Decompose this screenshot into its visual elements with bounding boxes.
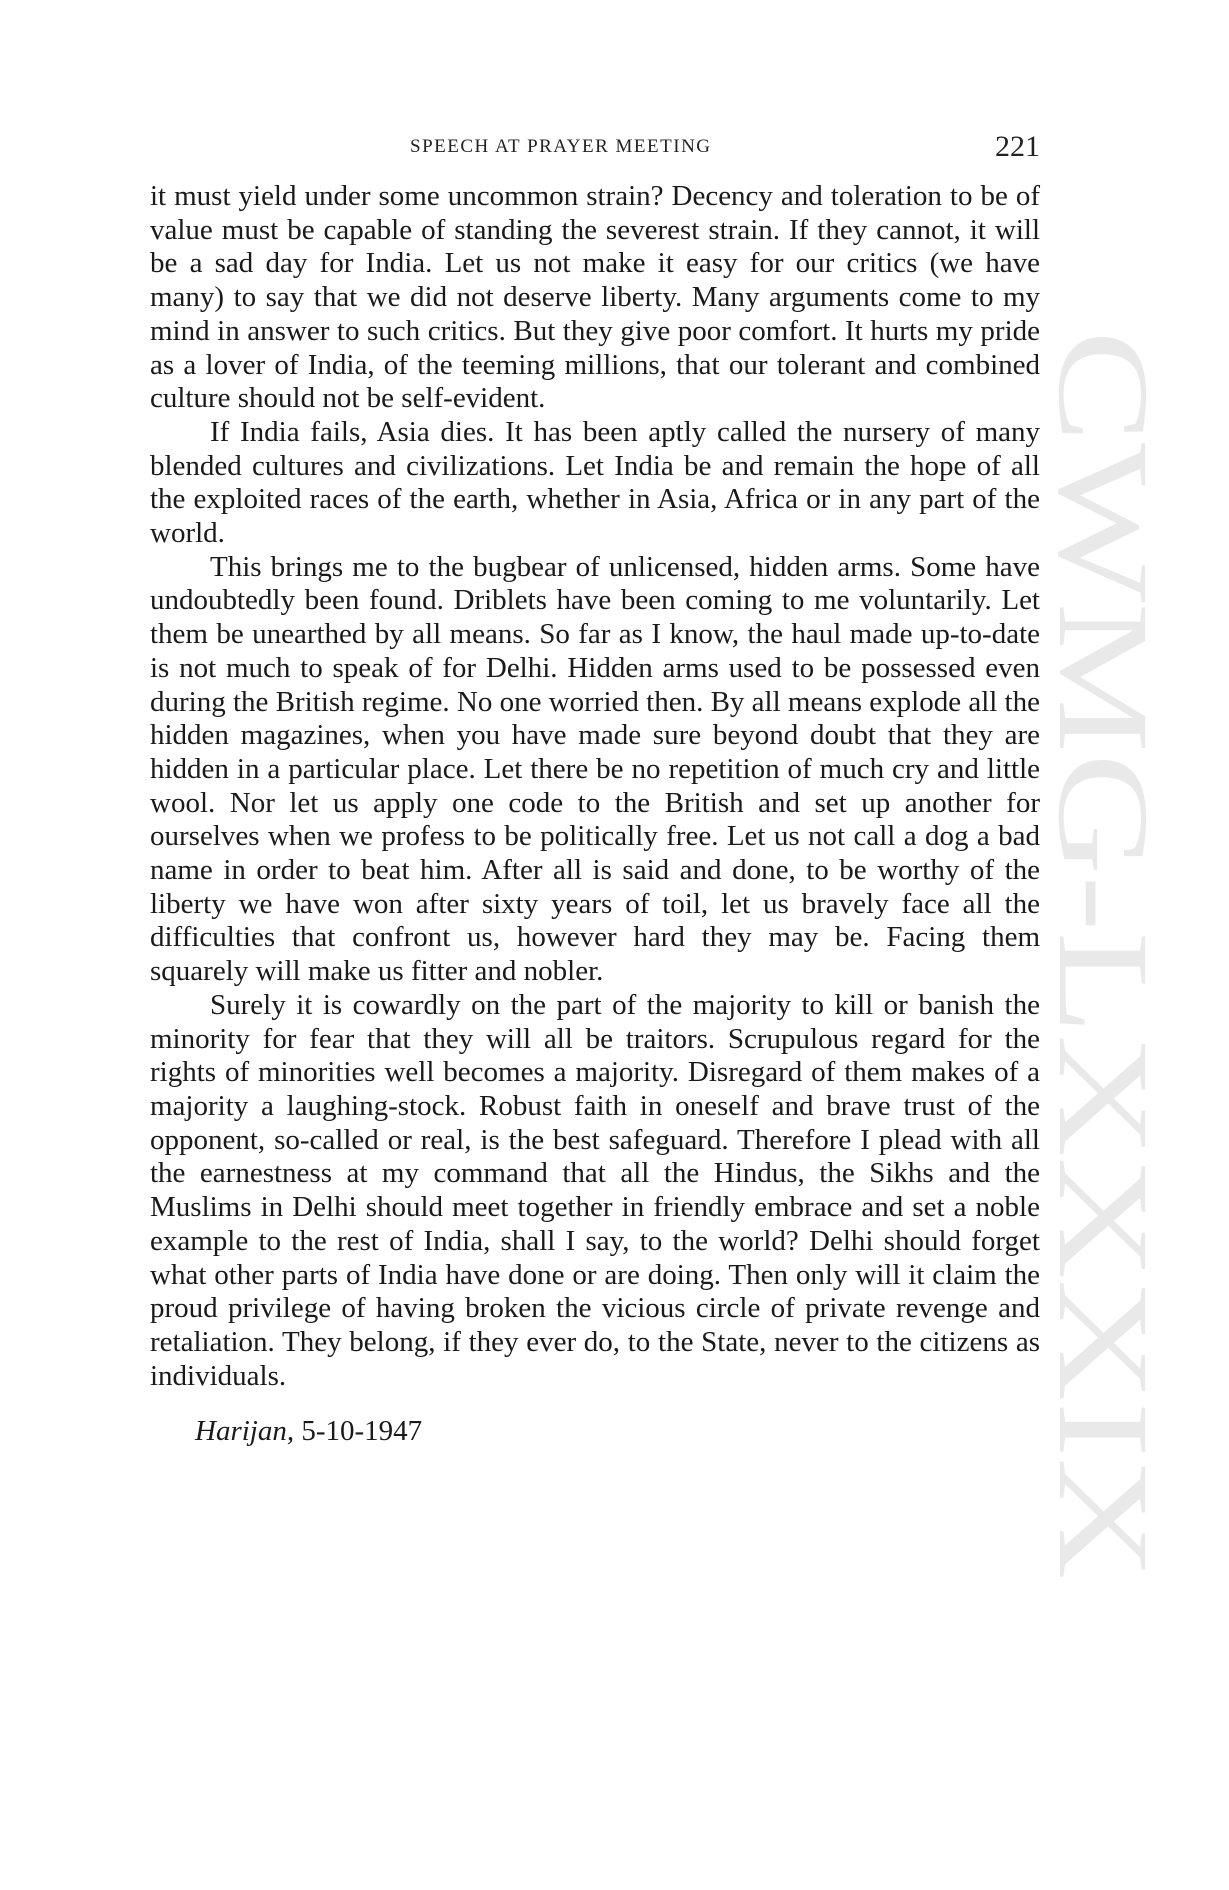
paragraph: it must yield under some uncommon strain? Decency and toleration to be of value must be capable of standing the severest strain. If they cannot, it will be a sad day for India. Let us not make it easy for our critics (we have many) to say that we did not deserve liberty. Many arguments come to my mind in answer to such critics. But they give poor comfort. It hurts my pride as a lover of India, of the teeming millions, that our tolerant and combined culture should not be self-evident. bbox=[150, 180, 1040, 415]
source-citation bbox=[150, 1415, 1040, 1449]
page-number: 221 bbox=[995, 130, 1040, 163]
running-head: SPEECH AT PRAYER MEETING bbox=[410, 136, 712, 157]
paragraph: This brings me to the bugbear of unlicensed, hidden arms. Some have undoubtedly been found. Driblets have been coming to me voluntarily. Let them be unearthed by all means. So far as I know, the haul made up-to-date is not much to speak of for Delhi. Hidden arms used to be possessed even during the British regime. No one worried then. By all means explode all the hidden magazines, when you have made sure beyond doubt that they are hidden in a particular place. Let there be no repetition of much cry and little wool. Nor let us apply one code to the British and set up another for ourselves when we profess to be politically free. Let us not call a dog a bad name in order to beat him. After all is said and done, to be worthy of the liberty we have won after sixty years of toil, let us bravely face all the difficulties that confront us, however hard they may be. Facing them squarely will make us fitter and nobler. bbox=[150, 550, 1040, 988]
page-header bbox=[150, 130, 1040, 170]
source-journal: Harijan, bbox=[195, 1415, 295, 1448]
watermark bbox=[1031, 330, 1175, 1580]
source-date: 5-10-1947 bbox=[301, 1415, 423, 1448]
paragraph: Surely it is cowardly on the part of the majority to kill or banish the minority for fear that they will all be traitors. Scrupulous regard for the rights of minorities well becomes a majority. Disregard of them makes of a majority a laughing-stock. Robust faith in oneself and brave trust of the opponent, so-called or real, is the best safeguard. Therefore I plead with all the earnestness at my command that all the Hindus, the Sikhs and the Muslims in Delhi should meet together in friendly embrace and set a noble example to the rest of India, shall I say, to the world? Delhi should forget what other parts of India have done or are doing. Then only will it claim the proud privilege of having broken the vicious circle of private revenge and retaliation. They belong, if they ever do, to the State, never to the citizens as individuals. bbox=[150, 988, 1040, 1392]
paragraph: If India fails, Asia dies. It has been aptly called the nursery of many blended cultures and civilizations. Let India be and remain the hope of all the exploited races of the earth, whether in Asia, Africa or in any part of the world. bbox=[150, 415, 1040, 550]
watermark-text: CWMG-LXXXIX bbox=[1031, 330, 1175, 1291]
body-text bbox=[150, 180, 1040, 1449]
